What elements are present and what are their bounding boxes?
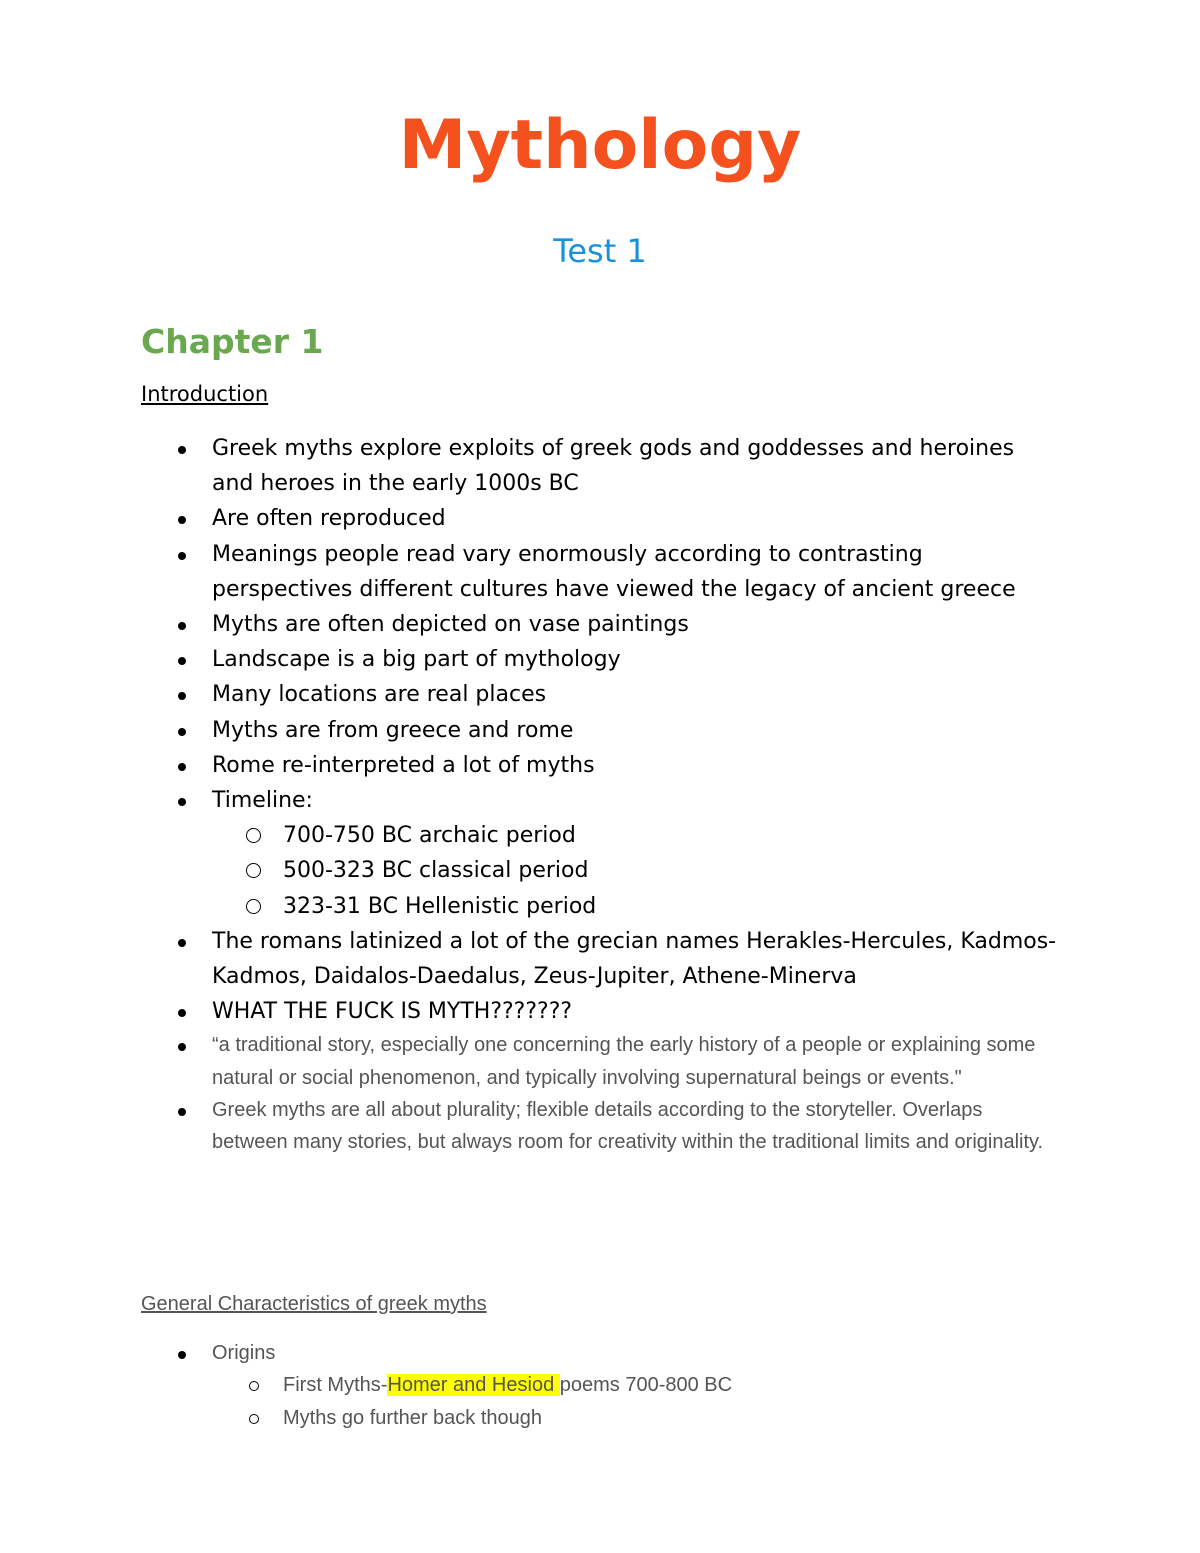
bullet-icon: [178, 1043, 186, 1051]
bullet-icon: [178, 552, 186, 560]
list-item-text: Many locations are real places: [212, 682, 547, 708]
list-item-text: Meanings people read vary enormously according to contrasting perspectives different cultures have viewed the legacy of ancient greece: [212, 541, 1016, 602]
list-item: [212, 748, 1062, 783]
sublist-item-suffix: poems 700-800 BC: [559, 1374, 733, 1397]
list-item: [212, 1094, 1062, 1159]
bullet-icon: [178, 516, 186, 524]
list-item-text: Myths are often depicted on vase paintings: [212, 612, 689, 638]
list-item: [212, 501, 1062, 536]
bullet-icon: [178, 1009, 186, 1017]
bullet-icon: [178, 728, 186, 736]
list-item: [212, 431, 1062, 501]
list-item-text: “a traditional story, especially one concerning the early history of a people or explaining some natural or social phenomenon, and typically involving supernatural beings or events.": [212, 1034, 1036, 1089]
bullet-icon: [178, 939, 186, 947]
list-item: [212, 924, 1062, 994]
section-heading-general-characteristics: General Characteristics of greek myths: [141, 1293, 487, 1315]
list-item-text: Myths are from greece and rome: [212, 717, 574, 743]
list-item-timeline: [212, 783, 1062, 924]
bullet-icon: [178, 1351, 186, 1359]
list-item-text: Greek myths are all about plurality; flexible details according to the storyteller. Overlaps between many stories, but always room for creativity within the traditional limits and originality.: [212, 1099, 1044, 1154]
sublist-item: [283, 889, 1062, 924]
highlighted-text: Homer and Hesiod: [387, 1374, 560, 1397]
timeline-sublist: [212, 818, 1062, 924]
list-item: [212, 713, 1062, 748]
hollow-bullet-icon: [246, 863, 261, 878]
sublist-item-prefix: First Myths-: [283, 1374, 388, 1397]
bullet-icon: [178, 692, 186, 700]
list-item-origins: [212, 1337, 1062, 1434]
introduction-list: [212, 431, 1062, 1159]
origins-sublist: [212, 1369, 1062, 1434]
list-item-text: Origins: [212, 1342, 276, 1364]
list-item: [212, 642, 1062, 677]
list-item-text: The romans latinized a lot of the grecian names Herakles-Hercules, Kadmos-Kadmos, Daidalos-Daedalus, Zeus-Jupiter, Athene-Minerva: [212, 928, 1057, 990]
document-subtitle: Test 1: [553, 232, 647, 270]
sublist-item: [283, 853, 1062, 888]
bullet-icon: [178, 763, 186, 771]
list-item-text: Rome re-interpreted a lot of myths: [212, 752, 595, 778]
bullet-icon: [178, 1108, 186, 1116]
document-title: Mythology: [398, 106, 802, 185]
chapter-heading: Chapter 1: [141, 322, 324, 361]
list-item: [212, 677, 1062, 712]
sublist-item: [283, 1402, 1062, 1434]
characteristics-list: [212, 1337, 1062, 1434]
sublist-item-text: 323-31 BC Hellenistic period: [283, 893, 597, 919]
section-heading-introduction: Introduction: [141, 382, 269, 406]
sublist-item: [283, 1369, 1062, 1401]
hollow-bullet-icon: [246, 828, 261, 843]
hollow-bullet-icon: [249, 1414, 259, 1424]
list-item-definition: [212, 1029, 1062, 1094]
bullet-icon: [178, 657, 186, 665]
list-item-text: Are often reproduced: [212, 506, 446, 532]
list-item-text: Greek myths explore exploits of greek gods and goddesses and heroines and heroes in the early 1000s BC: [212, 436, 1015, 497]
list-item-text: WHAT THE FUCK IS MYTH???????: [212, 999, 573, 1025]
list-item: [212, 537, 1062, 607]
bullet-icon: [178, 798, 186, 806]
sublist-item-text: 700-750 BC archaic period: [283, 823, 576, 849]
sublist-item-text: 500-323 BC classical period: [283, 858, 589, 884]
list-item-text: Landscape is a big part of mythology: [212, 647, 621, 673]
bullet-icon: [178, 446, 186, 454]
list-item-text: Timeline:: [212, 788, 313, 814]
sublist-item-text: Myths go further back though: [283, 1406, 543, 1429]
sublist-item: [283, 818, 1062, 853]
list-item: [212, 994, 1062, 1029]
list-item: [212, 607, 1062, 642]
hollow-bullet-icon: [246, 899, 261, 914]
bullet-icon: [178, 622, 186, 630]
hollow-bullet-icon: [249, 1381, 259, 1391]
